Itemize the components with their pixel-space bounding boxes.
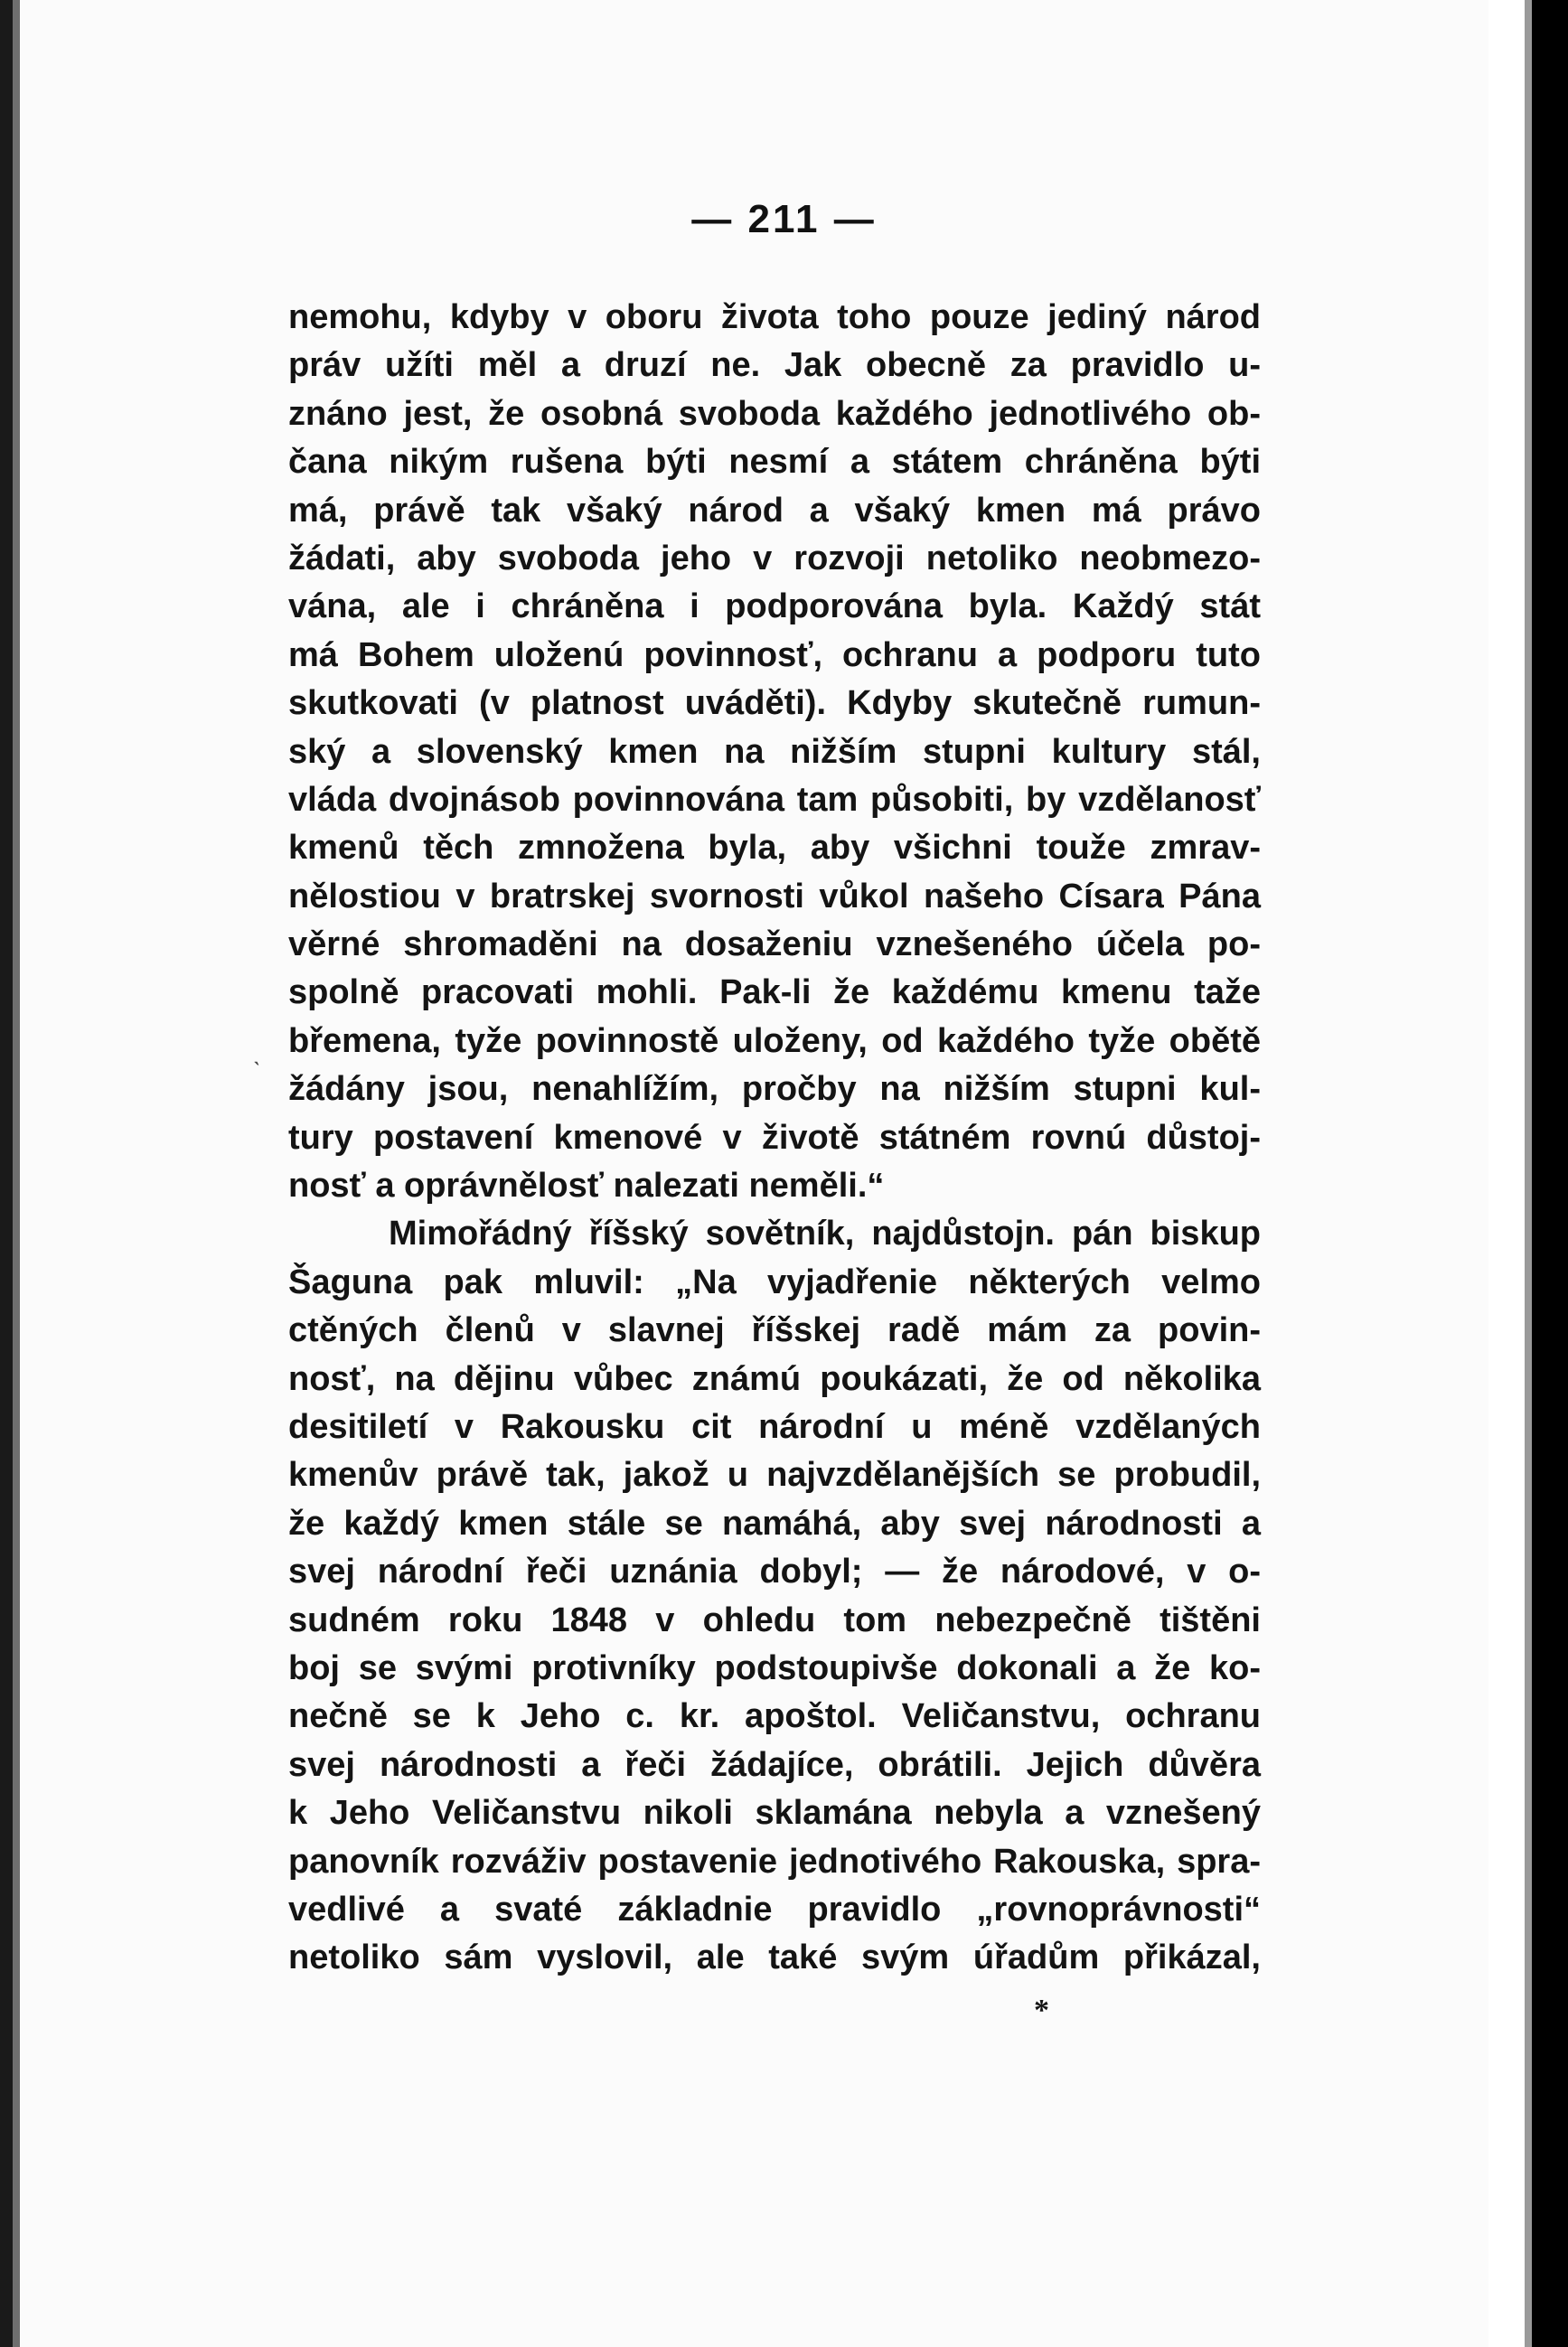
- text-line: vláda dvojnásob povinnována tam působiti, by vzdělanosť: [288, 780, 1261, 819]
- text-line: desitiletí v Rakousku cit národní u méně vzdělaných: [288, 1407, 1261, 1446]
- text-line: sudném roku 1848 v ohledu tom nebezpečně tištěni: [288, 1601, 1261, 1639]
- text-line: ctěných členů v slavnej říšskej radě mám za povin-: [288, 1311, 1261, 1350]
- scan-right-shadow: [1525, 0, 1532, 2347]
- paragraph-start-line: Mimořádný říšský sovětník, najdůstojn. pán biskup: [389, 1215, 1261, 1253]
- text-line: věrné shromaděni na dosaženiu vznešeného účela po-: [288, 925, 1261, 964]
- text-line: nemohu, kdyby v oboru života toho pouze jediný národ: [288, 298, 1261, 336]
- text-line: Šaguna pak mluvil: „Na vyjadřenie některých velmo: [288, 1263, 1261, 1301]
- signature-mark: *: [1034, 1994, 1049, 2027]
- text-line: skutkovati (v platnost uváděti). Kdyby skutečně rumun-: [288, 684, 1261, 723]
- text-line: vána, ale i chráněna i podporována byla. Každý stát: [288, 587, 1261, 626]
- text-line: vedlivé a svaté základnie pravidlo „rovnoprávnosti“: [288, 1890, 1261, 1929]
- text-line: žádány jsou, nenahlížím, pročby na nižším stupni kul-: [288, 1070, 1261, 1109]
- text-line: nosť, na dějinu vůbec známú poukázati, že od několika: [288, 1359, 1261, 1398]
- text-line: kmenův právě tak, jakož u najvzdělanějších se probudil,: [288, 1456, 1261, 1495]
- page-number: — 211 —: [691, 197, 877, 241]
- text-line: má Bohem uloženú povinnosť, ochranu a podporu tuto: [288, 635, 1261, 674]
- text-line: nělostiou v bratrskej svornosti vůkol našeho Císara Pána: [288, 877, 1261, 915]
- text-line: netoliko sám vyslovil, ale také svým úřadům přikázal,: [288, 1939, 1261, 1977]
- scan-right-edge: [1532, 0, 1568, 2347]
- text-line: znáno jest, že osobná svoboda každého jednotlivého ob-: [288, 394, 1261, 433]
- text-line: k Jeho Veličanstvu nikoli sklamána nebyla a vznešený: [288, 1794, 1261, 1833]
- text-line: boj se svými protivníky podstoupivše dokonali a že ko-: [288, 1648, 1261, 1687]
- text-line: břemena, tyže povinnostě uloženy, od každého tyže obětě: [288, 1021, 1261, 1060]
- text-line: nečně se k Jeho c. kr. apoštol. Veličanstvu, ochranu: [288, 1697, 1261, 1736]
- text-line: panovník rozváživ postavenie jednotivého Rakouska, spra-: [288, 1842, 1261, 1881]
- text-line: práv užíti měl a druzí ne. Jak obecně za pravidlo u-: [288, 346, 1261, 385]
- text-line: ský a slovenský kmen na nižším stupni kultury stál,: [288, 732, 1261, 771]
- paragraph-end-line: nosť a oprávnělosť nalezati neměli.“: [288, 1167, 885, 1206]
- scan-left-shadow: [13, 0, 20, 2347]
- text-line: žádati, aby svoboda jeho v rozvoji netoliko neobmezo-: [288, 539, 1261, 577]
- text-line: kmenů těch zmnožena byla, aby všichni touže zmrav-: [288, 829, 1261, 868]
- text-line: spolně pracovati mohli. Pak-li že každému kmenu taže: [288, 973, 1261, 1012]
- text-line: čana nikým rušena býti nesmí a státem chráněna býti: [288, 443, 1261, 482]
- scan-left-edge: [0, 0, 13, 2347]
- text-line: tury postavení kmenové v životě státném rovnú důstoj-: [288, 1118, 1261, 1157]
- margin-mark: ˎ: [253, 1037, 262, 1066]
- text-line: svej národnosti a řeči žádajíce, obrátili. Jejich důvěra: [288, 1745, 1261, 1784]
- body-text: [288, 294, 1261, 1983]
- text-line: že každý kmen stále se namáhá, aby svej národnosti a: [288, 1504, 1261, 1543]
- text-line: má, právě tak všaký národ a všaký kmen má právo: [288, 491, 1261, 530]
- text-line: svej národní řeči uznánia dobyl; — že národové, v o-: [288, 1553, 1261, 1591]
